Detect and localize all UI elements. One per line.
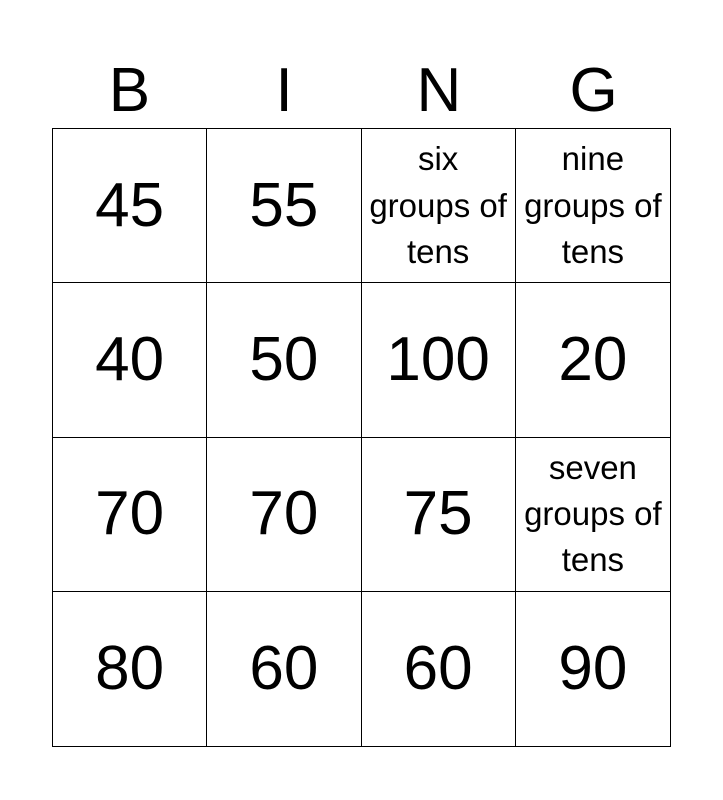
bingo-cell[interactable]: [362, 438, 516, 592]
cell-label: 100: [386, 324, 490, 394]
cell-label: 20: [558, 324, 628, 394]
cell-label: 70: [95, 479, 165, 549]
cell-label: 60: [403, 633, 473, 703]
bingo-cell[interactable]: [516, 129, 670, 283]
header-letter-g: G: [569, 56, 618, 125]
bingo-cell[interactable]: [362, 283, 516, 437]
cell-label: seven groups of tens: [524, 448, 662, 579]
bingo-cell[interactable]: [516, 283, 670, 437]
bingo-cell[interactable]: [362, 592, 516, 746]
cell-label: 50: [249, 324, 319, 394]
header-letter-b: B: [108, 56, 151, 125]
cell-label: 70: [249, 479, 319, 549]
bingo-header: [52, 56, 671, 126]
cell-label: 60: [249, 633, 319, 703]
cell-label: nine groups of tens: [524, 140, 662, 270]
bingo-cell[interactable]: [207, 438, 361, 592]
bingo-cell[interactable]: [207, 592, 361, 746]
bingo-cell[interactable]: [53, 283, 207, 437]
cell-label: six groups of tens: [369, 140, 507, 270]
cell-label: 75: [403, 479, 473, 549]
bingo-cell[interactable]: [516, 438, 670, 592]
bingo-cell[interactable]: [53, 592, 207, 746]
cell-label: 80: [95, 633, 165, 703]
header-letter-i: I: [275, 56, 293, 125]
header-letter-n: N: [416, 56, 462, 125]
bingo-cell[interactable]: [207, 283, 361, 437]
bingo-cell[interactable]: [516, 592, 670, 746]
bingo-cell[interactable]: [53, 438, 207, 592]
cell-label: 45: [95, 170, 165, 240]
bingo-cell[interactable]: [362, 129, 516, 283]
bingo-cell[interactable]: [53, 129, 207, 283]
cell-label: 90: [558, 633, 628, 703]
bingo-cell[interactable]: [207, 129, 361, 283]
cell-label: 55: [249, 170, 319, 240]
bingo-board: [52, 128, 671, 747]
cell-label: 40: [95, 324, 165, 394]
